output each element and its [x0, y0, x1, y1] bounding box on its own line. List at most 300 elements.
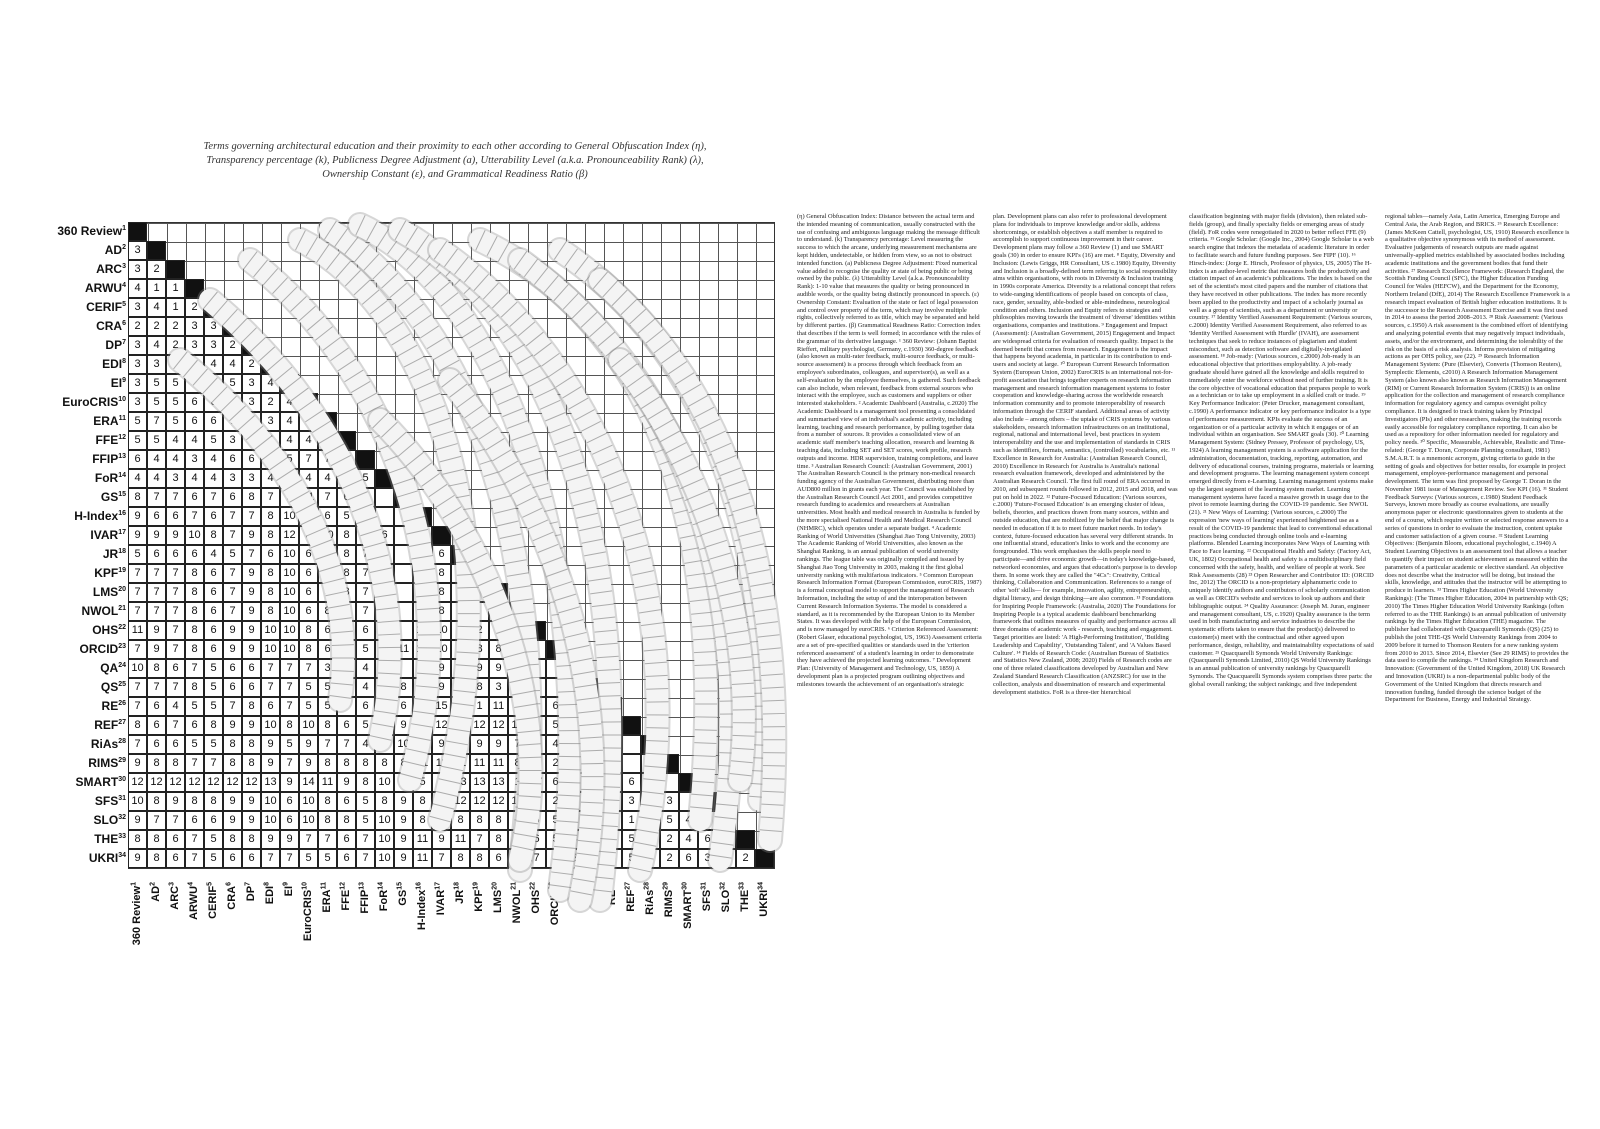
column-label-number: 34 — [757, 882, 765, 890]
matrix-cell: 9 — [394, 849, 413, 868]
matrix-cell: 6 — [375, 640, 394, 659]
matrix-cell — [394, 545, 413, 564]
column-label-text: LMS — [492, 889, 504, 914]
matrix-cell: 8 — [375, 792, 394, 811]
matrix-cell: 8 — [337, 583, 356, 602]
matrix-cell: 12 — [223, 773, 242, 792]
matrix-cell: 2 — [147, 317, 166, 336]
matrix-cell: 8 — [128, 830, 147, 849]
matrix-cell: 9 — [584, 773, 603, 792]
row-label-text: ERA — [93, 414, 119, 428]
row-label-number: 20 — [118, 586, 126, 593]
column-label-number: 2 — [149, 882, 157, 886]
column-label — [339, 882, 353, 992]
matrix-cell: 9 — [280, 488, 299, 507]
matrix-cell: 4 — [527, 735, 546, 754]
diagonal-cell — [603, 697, 622, 716]
matrix-cell: 7 — [185, 754, 204, 773]
row-label-number: 6 — [122, 320, 126, 327]
matrix-cell: 9 — [432, 773, 451, 792]
matrix-cell: 3 — [622, 792, 641, 811]
matrix-cell: 5 — [356, 640, 375, 659]
matrix-cell: 13 — [261, 773, 280, 792]
row-label — [0, 450, 126, 468]
diagonal-cell — [261, 355, 280, 374]
matrix-cell: 5 — [337, 507, 356, 526]
matrix-cell: 9 — [242, 602, 261, 621]
matrix-cell: 5 — [166, 412, 185, 431]
column-label — [263, 882, 277, 992]
matrix-cell: 6 — [337, 830, 356, 849]
matrix-cell: 6 — [489, 849, 508, 868]
matrix-cell: 8 — [508, 754, 527, 773]
matrix-cell: 6 — [565, 697, 584, 716]
matrix-cell: 2 — [166, 336, 185, 355]
row-label-text: GS — [100, 490, 119, 504]
matrix-cell: 7 — [261, 849, 280, 868]
matrix-cell: 11 — [128, 621, 147, 640]
matrix-cell: 6 — [356, 697, 375, 716]
matrix-cell: 8 — [489, 811, 508, 830]
matrix-cell: 3 — [223, 431, 242, 450]
matrix-cell: 3 — [128, 241, 147, 260]
row-label-number: 27 — [118, 719, 126, 726]
matrix-cell: 10 — [299, 507, 318, 526]
matrix-cell: 7 — [356, 545, 375, 564]
matrix-cell: 7 — [356, 488, 375, 507]
column-label — [130, 882, 144, 992]
column-label-number: 16 — [415, 882, 423, 890]
matrix-cell: 6 — [185, 488, 204, 507]
matrix-cell: 8 — [432, 583, 451, 602]
row-label-text: FoR — [94, 471, 119, 485]
column-label — [700, 882, 714, 992]
matrix-cell: 10 — [261, 716, 280, 735]
matrix-cell: 6 — [394, 773, 413, 792]
matrix-cell: 6 — [375, 545, 394, 564]
column-label-number: 33 — [738, 882, 746, 890]
matrix-cell: 8 — [128, 488, 147, 507]
matrix-cell — [698, 811, 717, 830]
matrix-cell: 8 — [470, 678, 489, 697]
column-label-number: 25 — [586, 882, 594, 890]
matrix-cell: 3 — [223, 393, 242, 412]
matrix-cell: 9 — [128, 507, 147, 526]
row-label-number: 4 — [122, 282, 126, 289]
column-label-number: 31 — [700, 882, 708, 890]
matrix-cell: 7 — [299, 450, 318, 469]
column-label-number: 13 — [358, 882, 366, 890]
matrix-cell: 6 — [147, 507, 166, 526]
matrix-cell: 10 — [280, 640, 299, 659]
matrix-cell: 6 — [679, 849, 698, 868]
matrix-cell: 15 — [432, 697, 451, 716]
matrix-cell: 5 — [242, 412, 261, 431]
row-label-number: 2 — [122, 244, 126, 251]
matrix-cell: 8 — [432, 564, 451, 583]
matrix-cell: 8 — [318, 792, 337, 811]
diagonal-cell — [299, 393, 318, 412]
matrix-cell: 4 — [603, 811, 622, 830]
matrix-cell: 8 — [451, 640, 470, 659]
matrix-cell: 8 — [470, 811, 489, 830]
title-line-3: Ownership Constant (ε), and Grammatical Readiness Ratio (β) — [322, 169, 588, 180]
matrix-cell: 8 — [147, 659, 166, 678]
matrix-cell: 11 — [413, 849, 432, 868]
matrix-cell: 3 — [584, 735, 603, 754]
title-line-1: Terms governing architectural education and their proximity to each other according to General Obfuscation Index (η), — [203, 141, 707, 152]
column-label-number: 8 — [263, 882, 271, 886]
row-label-number: 11 — [118, 415, 126, 422]
row-label-number: 29 — [118, 757, 126, 764]
matrix-cell: 3 — [508, 659, 527, 678]
matrix-cell: 10 — [375, 849, 394, 868]
matrix-cell: 2 — [546, 792, 565, 811]
matrix-cell: 7 — [432, 849, 451, 868]
matrix-cell: 6 — [432, 545, 451, 564]
matrix-cell: 2 — [261, 393, 280, 412]
matrix-cell: 4 — [641, 830, 660, 849]
matrix-cell: 11 — [470, 754, 489, 773]
column-label — [168, 882, 182, 992]
matrix-cell: 6 — [223, 659, 242, 678]
matrix-cell: 6 — [204, 564, 223, 583]
matrix-cell: 6 — [698, 830, 717, 849]
matrix-cell: 6 — [166, 830, 185, 849]
matrix-cell: 3 — [641, 792, 660, 811]
row-label — [0, 564, 126, 582]
matrix-cell: 9 — [128, 849, 147, 868]
matrix-cell: 12 — [204, 773, 223, 792]
column-label — [491, 882, 505, 992]
matrix-cell: 8 — [147, 830, 166, 849]
row-label-number: 12 — [118, 434, 126, 441]
matrix-cell: 1 — [470, 697, 489, 716]
row-label-number: 1 — [122, 225, 126, 232]
matrix-cell: 6 — [185, 716, 204, 735]
matrix-cell: 11 — [451, 754, 470, 773]
matrix-cell: 7 — [128, 583, 147, 602]
matrix-cell: 9 — [223, 811, 242, 830]
matrix-cell: 8 — [318, 716, 337, 735]
matrix-cell: 8 — [337, 602, 356, 621]
matrix-cell: 5 — [185, 735, 204, 754]
matrix-cell: 9 — [508, 697, 527, 716]
row-label-text: FFIP — [92, 452, 119, 466]
matrix-cell: 6 — [147, 545, 166, 564]
column-label-text: ARWU — [188, 885, 200, 920]
matrix-cell: 5 — [128, 412, 147, 431]
matrix-cell: 7 — [318, 830, 337, 849]
row-label-number: 25 — [118, 681, 126, 688]
column-label — [282, 882, 296, 992]
title-line-2: Transparency percentage (k), Publicness Degree Adjustment (a), Utterability Level (a.k.a. Pronounceability Rank) (λ), — [206, 155, 704, 166]
matrix-cell: 6 — [527, 830, 546, 849]
row-label — [0, 678, 126, 696]
matrix-cell: 2 — [451, 564, 470, 583]
matrix-cell: 6 — [565, 811, 584, 830]
matrix-cell — [394, 564, 413, 583]
matrix-cell: 3 — [128, 355, 147, 374]
matrix-cell: 3 — [147, 355, 166, 374]
matrix-cell: 10 — [508, 716, 527, 735]
matrix-cell: 6 — [204, 811, 223, 830]
matrix-cell: 7 — [223, 602, 242, 621]
row-label-number: 13 — [118, 453, 126, 460]
matrix-cell: 10 — [413, 621, 432, 640]
matrix-cell: 8 — [318, 545, 337, 564]
matrix-cell: 7 — [242, 545, 261, 564]
row-label-text: 360 Review — [57, 224, 123, 238]
matrix-cell: 1 — [508, 773, 527, 792]
matrix-cell — [641, 754, 660, 773]
column-label-number: 24 — [567, 882, 575, 890]
matrix-cell: 7 — [280, 678, 299, 697]
matrix-cell: 4 — [147, 450, 166, 469]
matrix-cell: 7 — [299, 830, 318, 849]
diagonal-cell — [489, 583, 508, 602]
column-label-text: NWOL — [511, 889, 523, 924]
row-label-number: 18 — [118, 548, 126, 555]
column-label-number: 22 — [529, 882, 537, 890]
column-label — [510, 882, 524, 992]
matrix-cell: 7 — [318, 488, 337, 507]
matrix-cell: 7 — [223, 412, 242, 431]
matrix-cell: 9 — [242, 792, 261, 811]
matrix-cell: 8 — [128, 716, 147, 735]
matrix-cell: 4 — [584, 792, 603, 811]
matrix-cell: 12 — [432, 716, 451, 735]
matrix-cell: 5 — [413, 773, 432, 792]
matrix-cell: 6 — [223, 678, 242, 697]
matrix-cell: 9 — [280, 830, 299, 849]
matrix-cell: 5 — [299, 849, 318, 868]
column-label — [472, 882, 486, 992]
matrix-cell: 6 — [128, 450, 147, 469]
matrix-cell: 6 — [223, 488, 242, 507]
column-label — [586, 882, 600, 992]
matrix-cell: 6 — [527, 811, 546, 830]
matrix-cell: 7 — [223, 697, 242, 716]
column-label — [301, 882, 315, 992]
matrix-cell: 7 — [223, 507, 242, 526]
matrix-cell: 4 — [451, 621, 470, 640]
matrix-cell: 7 — [337, 735, 356, 754]
matrix-cell: 7 — [166, 811, 185, 830]
matrix-cell — [546, 678, 565, 697]
column-label-number: 20 — [491, 882, 499, 890]
matrix-cell: 8 — [185, 583, 204, 602]
matrix-cell: 12 — [489, 716, 508, 735]
matrix-cell: 13 — [451, 773, 470, 792]
matrix-cell: 10 — [299, 792, 318, 811]
matrix-cell: 7 — [470, 830, 489, 849]
matrix-cell: 5 — [204, 735, 223, 754]
matrix-cell: 9 — [280, 773, 299, 792]
matrix-cell: 3 — [242, 374, 261, 393]
column-label-number: 7 — [244, 882, 252, 886]
row-label-text: RIMS — [88, 756, 119, 770]
row-label-text: UKRI — [88, 851, 119, 865]
column-label-number: 19 — [472, 882, 480, 890]
matrix-cell: 3 — [584, 754, 603, 773]
column-label-number: 27 — [624, 882, 632, 890]
column-label-text: SFS — [701, 889, 713, 912]
matrix-cell: 9 — [394, 716, 413, 735]
matrix-cell: 7 — [356, 583, 375, 602]
matrix-cell: 4 — [679, 830, 698, 849]
matrix-cell: 7 — [356, 564, 375, 583]
matrix-cell: 7 — [223, 564, 242, 583]
matrix-cell — [394, 602, 413, 621]
row-label — [0, 336, 126, 354]
matrix-cell — [546, 659, 565, 678]
diagonal-cell — [755, 849, 774, 868]
matrix-cell: 9 — [242, 716, 261, 735]
column-label-text: THE — [739, 889, 751, 912]
matrix-cell: 4 — [147, 298, 166, 317]
matrix-cell: 9 — [166, 526, 185, 545]
row-label-number: 9 — [122, 377, 126, 384]
matrix-cell: 4 — [546, 849, 565, 868]
matrix-cell: 12 — [128, 773, 147, 792]
row-label-number: 24 — [118, 662, 126, 669]
matrix-cell: 5 — [223, 545, 242, 564]
matrix-cell: 8 — [394, 754, 413, 773]
matrix-cell: 8 — [451, 849, 470, 868]
matrix-cell: 6 — [166, 735, 185, 754]
matrix-cell: 8 — [318, 564, 337, 583]
row-label — [0, 811, 126, 829]
row-label-text: QS — [100, 680, 119, 694]
matrix-cell: 4 — [356, 735, 375, 754]
matrix-cell: 7 — [128, 735, 147, 754]
row-label-text: AD — [104, 243, 123, 257]
row-label-text: NWOL — [81, 604, 119, 618]
row-label-number: 32 — [118, 814, 126, 821]
column-label-text: UKRI — [758, 889, 770, 917]
matrix-cell: 6 — [185, 545, 204, 564]
row-label-number: 17 — [118, 529, 126, 536]
matrix-cell: 4 — [166, 697, 185, 716]
row-label-text: ARWU — [84, 281, 123, 295]
matrix-cell: 8 — [261, 583, 280, 602]
matrix-cell: 3 — [223, 469, 242, 488]
matrix-cell: 10 — [375, 773, 394, 792]
matrix-cell: 8 — [242, 488, 261, 507]
matrix-cell: 8 — [147, 849, 166, 868]
diagonal-cell — [356, 450, 375, 469]
column-label-text: RIMS — [663, 889, 675, 918]
diagonal-cell — [565, 659, 584, 678]
matrix-cell — [660, 773, 679, 792]
matrix-cell — [527, 659, 546, 678]
column-label-number: 1 — [130, 882, 138, 886]
column-label — [415, 882, 429, 992]
diagonal-cell — [698, 792, 717, 811]
matrix-cell — [584, 697, 603, 716]
definitions-column-4 — [1385, 213, 1570, 873]
row-label-text: SMART — [75, 775, 119, 789]
matrix-cell: 4 — [318, 469, 337, 488]
matrix-cell: 2 — [128, 317, 147, 336]
column-label-number: 5 — [206, 882, 214, 886]
matrix-cell: 11 — [394, 640, 413, 659]
matrix-cell: 6 — [280, 811, 299, 830]
column-label-number: 18 — [453, 882, 461, 890]
matrix-cell: 7 — [147, 412, 166, 431]
matrix-cell: 9 — [128, 526, 147, 545]
matrix-cell: 12 — [280, 526, 299, 545]
matrix-cell: 8 — [375, 564, 394, 583]
definitions-column-2 — [993, 213, 1178, 873]
matrix-cell — [394, 621, 413, 640]
matrix-cell: 6 — [166, 545, 185, 564]
matrix-cell: 6 — [565, 773, 584, 792]
matrix-cell: 12 — [166, 773, 185, 792]
row-label — [0, 849, 126, 867]
matrix-cell: 5 — [147, 431, 166, 450]
matrix-cell: 7 — [185, 507, 204, 526]
matrix-cell: 5 — [299, 697, 318, 716]
matrix-cell: 4 — [679, 811, 698, 830]
matrix-cell: 10 — [432, 621, 451, 640]
matrix-cell: 8 — [508, 830, 527, 849]
matrix-cell: 7 — [223, 583, 242, 602]
column-label — [149, 882, 163, 992]
matrix-cell: 11 — [451, 830, 470, 849]
matrix-cell: 6 — [147, 697, 166, 716]
matrix-cell: 3 — [185, 355, 204, 374]
matrix-cell: 4 — [280, 393, 299, 412]
matrix-cell: 7 — [356, 602, 375, 621]
diagonal-cell — [166, 260, 185, 279]
matrix-cell: 7 — [128, 678, 147, 697]
row-label — [0, 507, 126, 525]
row-label-text: RiAs — [90, 737, 119, 751]
matrix-cell: 8 — [261, 526, 280, 545]
column-label-text: SMART — [682, 889, 694, 929]
matrix-cell — [413, 678, 432, 697]
column-label-text: EI — [283, 885, 295, 897]
matrix-cell: 4 — [185, 469, 204, 488]
matrix-cell: 2 — [641, 849, 660, 868]
matrix-cell: 4 — [204, 545, 223, 564]
matrix-cell: 9 — [432, 735, 451, 754]
matrix-cell: 9 — [242, 526, 261, 545]
matrix-cell: 8 — [470, 640, 489, 659]
row-label — [0, 260, 126, 278]
matrix-cell: 7 — [280, 659, 299, 678]
row-label-text: ARC — [96, 262, 123, 276]
matrix-cell: 8 — [337, 545, 356, 564]
column-label-text: DP — [245, 885, 257, 902]
matrix-cell: 2 — [717, 849, 736, 868]
column-label-number: 26 — [605, 882, 613, 890]
column-label-text: AD — [150, 885, 162, 902]
matrix-cell: 4 — [166, 355, 185, 374]
diagonal-cell — [717, 811, 736, 830]
matrix-cell: 3 — [242, 393, 261, 412]
matrix-cell — [508, 640, 527, 659]
column-label-number: 6 — [225, 882, 233, 886]
matrix-cell: 9 — [223, 792, 242, 811]
matrix-cell: 12 — [470, 716, 489, 735]
matrix-cell: 11 — [413, 830, 432, 849]
matrix-cell — [679, 792, 698, 811]
matrix-cell: 4 — [280, 431, 299, 450]
column-label-number: 3 — [168, 882, 176, 886]
